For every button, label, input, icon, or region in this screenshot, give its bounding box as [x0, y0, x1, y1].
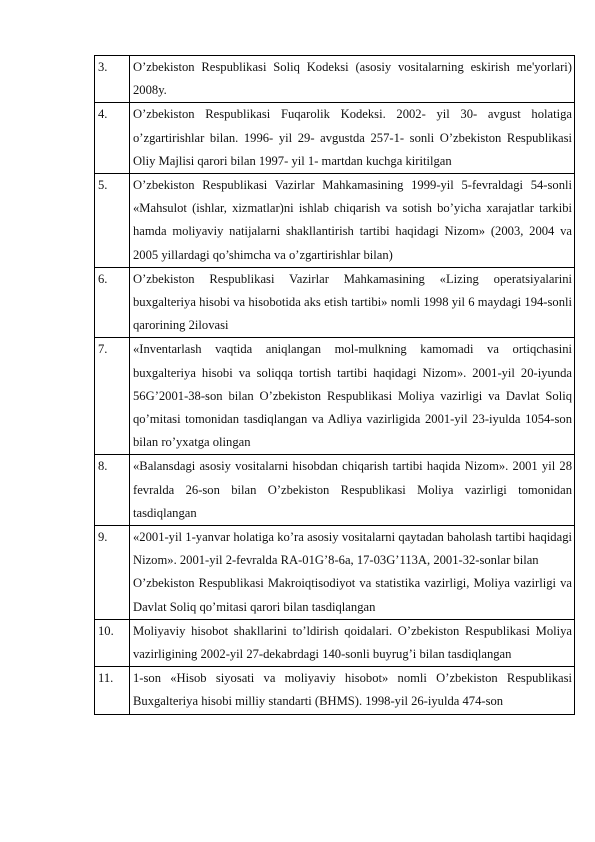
table-row	[95, 56, 575, 103]
row-text: «2001-yil 1-yanvar holatiga ko’ra asosiy vositalarni qaytadan baholash tartibi haqidagi Nizom». 2001-yil 2-fevralda RA-01G’8-6a, 17-03G’113A, 2001-32-sonlar bilan	[133, 530, 572, 568]
row-text: O’zbekiston Respublikasi Soliq Kodeksi (asosiy vositalarning eskirish me'yorlari) 2008y.	[130, 56, 575, 103]
row-number: 3.	[95, 56, 130, 103]
references-table	[94, 55, 575, 715]
row-number: 5.	[95, 174, 130, 268]
table-row	[95, 174, 575, 268]
table-row	[95, 338, 575, 455]
row-number: 4.	[95, 103, 130, 174]
row-text-cell	[130, 526, 575, 620]
row-text: Moliyaviy hisobot shakllarini to’ldirish qoidalari. O’zbekiston Respublikasi Moliya vazirligining 2002-yil 27-dekabrdagi 140-sonli buyrug’i bilan tasdiqlangan	[130, 619, 575, 666]
row-text: O’zbekiston Respublikasi Vazirlar Mahkamasining «Lizing operatsiyalarini buxgalteriya hisobi va hisobotida aks etish tartibi» nomli 1998 yil 6 maydagi 194-sonli qarorining 2ilovasi	[130, 267, 575, 338]
row-number: 9.	[95, 526, 130, 620]
row-text: O’zbekiston Respublikasi Fuqarolik Kodeksi. 2002- yil 30- avgust holatiga o’zgartirishlar bilan. 1996- yil 29- avgustda 257-1- sonli O’zbekiston Respublikasi Oliy Majlisi qarori bilan 1997- yil 1- martdan kuchga kiritilgan	[130, 103, 575, 174]
table-row	[95, 667, 575, 714]
table-row	[95, 267, 575, 338]
row-text: «Balansdagi asosiy vositalarni hisobdan chiqarish tartibi haqida Nizom». 2001 yil 28 fevralda 26-son bilan O’zbekiston Respublikasi Moliya vazirligi tomonidan tasdiqlangan	[130, 455, 575, 526]
row-number: 8.	[95, 455, 130, 526]
row-number: 11.	[95, 667, 130, 714]
row-number: 7.	[95, 338, 130, 455]
row-text: 1-son «Hisob siyosati va moliyaviy hisobot» nomli O’zbekiston Respublikasi Buxgalteriya hisobi milliy standarti (BHMS). 1998-yil 26-iyulda 474-son	[130, 667, 575, 714]
row-text: «Inventarlash vaqtida aniqlangan mol-mulkning kamomadi va ortiqchasini buxgalteriya hisobi va soliqqa tortish tartibi haqidagi Nizom». 2001-yil 20-iyunda 56G’2001-38-son bilan O’zbekiston Respublikasi Moliya vazirligi va Davlat Soliq qo’mitasi tomonidan tasdiqlangan va Adliya vazirligida 2001-yil 23-iyulda 1054-son bilan ro’yxatga olingan	[130, 338, 575, 455]
row-number: 10.	[95, 619, 130, 666]
row-text: O’zbekiston Respublikasi Vazirlar Mahkamasining 1999-yil 5-fevraldagi 54-sonli «Mahsulot (ishlar, xizmatlar)ni ishlab chiqarish va sotish bo’yicha xarajatlar tarkibi hamda moliyaviy natijalarni shakllantirish tartibi haqidagi Nizom» (2003, 2004 va 2005 yillardagi qo’shimcha va o’zgartirishlar bilan)	[130, 174, 575, 268]
table-row	[95, 619, 575, 666]
row-text-continuation: O’zbekiston Respublikasi Makroiqtisodiyot va statistika vazirligi, Moliya vazirligi va Davlat Soliq qo’mitasi qarori bilan tasdiqlangan	[133, 576, 572, 614]
table-row	[95, 103, 575, 174]
table-row	[95, 526, 575, 620]
row-number: 6.	[95, 267, 130, 338]
table-row	[95, 455, 575, 526]
